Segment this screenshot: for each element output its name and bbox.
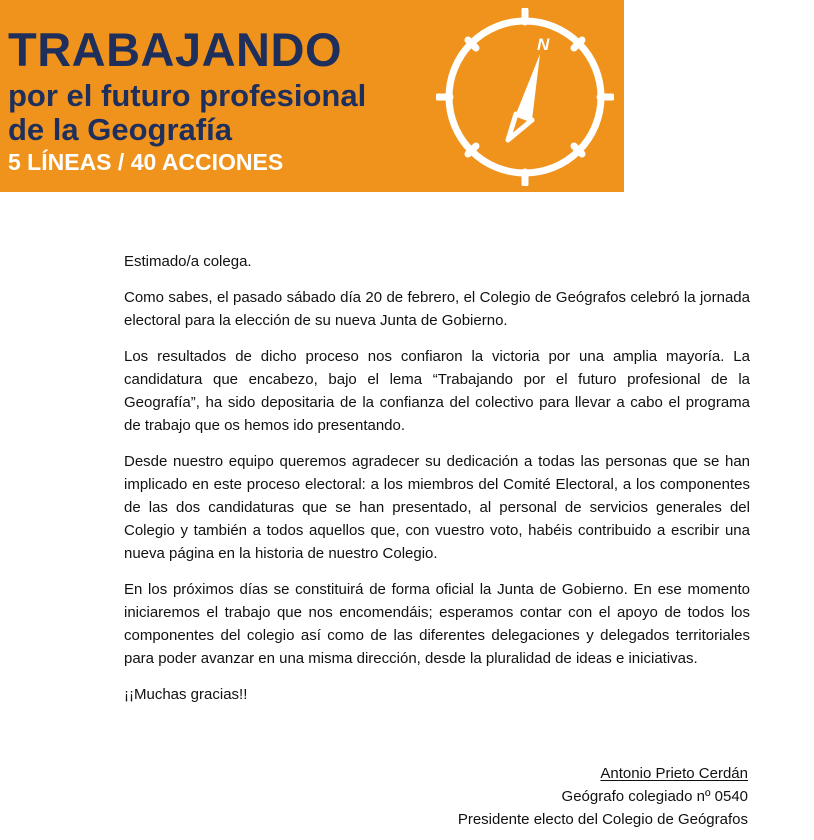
banner-title: TRABAJANDO	[8, 23, 342, 76]
signature-credential: Geógrafo colegiado nº 0540	[561, 788, 748, 805]
letter-closing: ¡¡Muchas gracias!!	[124, 686, 248, 703]
header-banner	[0, 0, 624, 192]
banner-subtitle-line2: de la Geografía	[8, 112, 232, 147]
compass-north-letter: N	[537, 35, 550, 54]
banner-subtitle-line1: por el futuro profesional	[8, 78, 367, 113]
signature-name: Antonio Prieto Cerdán	[600, 765, 748, 782]
letter-paragraph-1: Como sabes, el pasado sábado día 20 de febrero, el Colegio de Geógrafos celebró la jornada electoral para la elección de su nueva Junta de Gobierno.	[124, 289, 750, 329]
letter-paragraph-2: Los resultados de dicho proceso nos confiaron la victoria por una amplia mayoría. La candidatura que encabezo, bajo el lema “Trabajando por el futuro profesional de la Geografía”, ha sido depositaria de la confianza del colectivo para llevar a cabo el programa de trabajo que os hemos ido presentando.	[124, 348, 750, 434]
banner-lines-actions: 5 LÍNEAS / 40 ACCIONES	[8, 149, 284, 175]
letter-paragraph-3: Desde nuestro equipo queremos agradecer su dedicación a todas las personas que se han implicado en este proceso electoral: a los miembros del Comité Electoral, a los componentes de las dos candidaturas que se han presentado, al personal de servicios generales del Colegio y también a todos aquellos que, con vuestro voto, habéis contribuido a escribir una nueva página en la historia de nuestro Colegio.	[124, 453, 750, 562]
compass-icon	[436, 8, 614, 186]
letter-greeting: Estimado/a colega.	[124, 253, 252, 270]
signature-block	[458, 762, 748, 831]
letter-paragraph-4: En los próximos días se constituirá de forma oficial la Junta de Gobierno. En ese momento iniciaremos el trabajo que nos encomendáis; esperamos contar con el apoyo de todos los componentes del colegio así como de las diferentes delegaciones y delegados territoriales para poder avanzar en una misma dirección, desde la pluralidad de ideas e iniciativas.	[124, 581, 750, 667]
letter-body	[124, 250, 750, 719]
signature-role: Presidente electo del Colegio de Geógrafos	[457, 811, 748, 828]
